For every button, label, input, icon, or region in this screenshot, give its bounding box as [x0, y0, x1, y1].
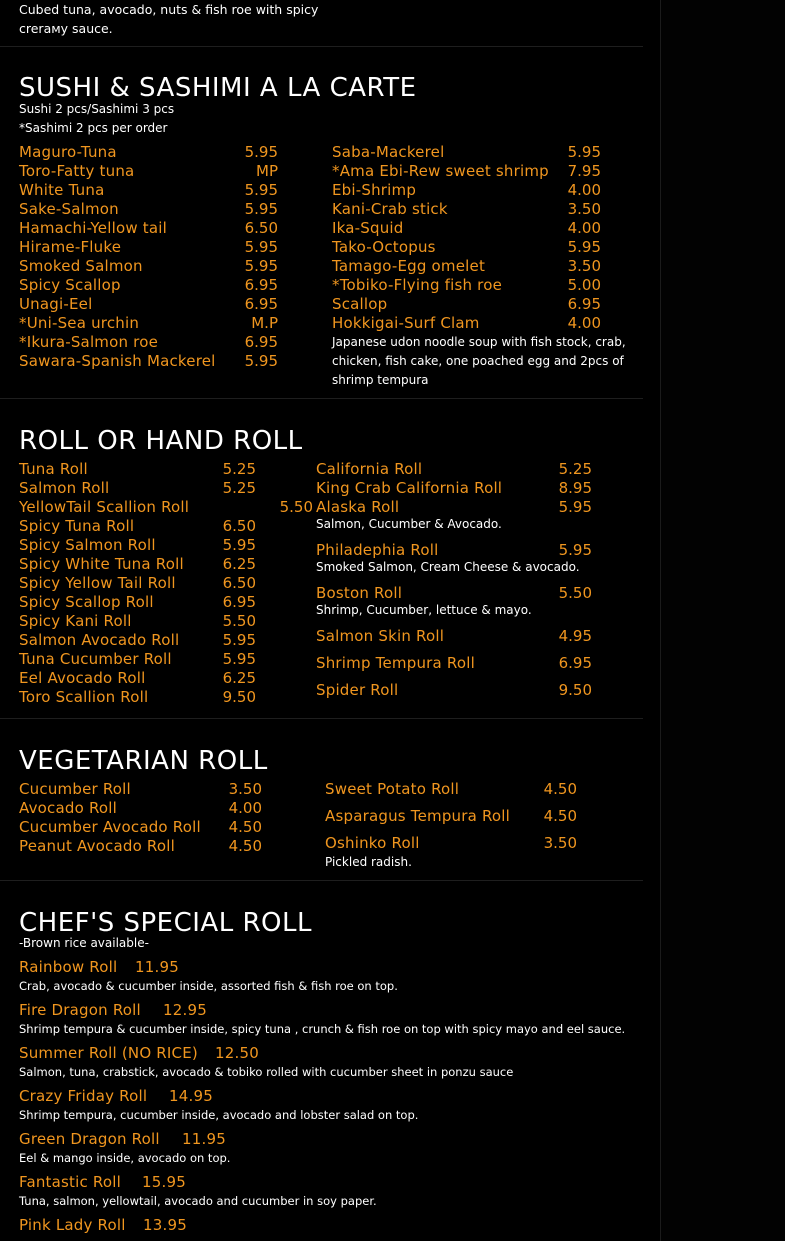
menu-item-name: Philadephia Roll: [316, 541, 439, 559]
menu-item-name: Tamago-Egg omelet: [332, 257, 486, 275]
menu-item-price: 6.25: [222, 555, 256, 573]
menu-item-price: 3.50: [567, 200, 601, 218]
right-margin: [661, 0, 785, 1241]
menu-item-price: 5.25: [222, 479, 256, 497]
menu-item-price: 11.95: [135, 958, 179, 976]
menu-item-price: 5.95: [558, 498, 592, 516]
menu-item-name: Spicy Salmon Roll: [19, 536, 156, 554]
menu-item-name: Spicy Kani Roll: [19, 612, 132, 630]
menu-item-price: 6.50: [222, 574, 256, 592]
menu-item-price: 5.95: [558, 541, 592, 559]
menu-item-price: 5.25: [222, 460, 256, 478]
menu-item-desc: Crab, avocado & cucumber inside, assorted fish & fish roe on top.: [19, 979, 398, 993]
menu-item-name: *Ama Ebi-Rew sweet shrimp: [332, 162, 549, 180]
menu-item-price: 14.95: [169, 1087, 213, 1105]
menu-item-name: *Uni-Sea urchin: [19, 314, 140, 332]
top-desc-line1: Cubed tuna, avocado, nuts & fish roe with spicy: [19, 2, 319, 17]
menu-item-name: Salmon Avocado Roll: [19, 631, 180, 649]
menu-item-price: 3.50: [567, 257, 601, 275]
section-divider: [0, 880, 643, 881]
menu-item-price: 5.95: [244, 238, 278, 256]
menu-item-desc: Salmon, Cucumber & Avocado.: [316, 517, 502, 531]
menu-item-name: YellowTail Scallion Roll: [19, 498, 190, 516]
menu-item-name: Ebi-Shrimp: [332, 181, 417, 199]
menu-item-name: Peanut Avocado Roll: [19, 837, 175, 855]
menu-item-name: Hirame-Fluke: [19, 238, 122, 256]
menu-item-name: Tako-Octopus: [332, 238, 436, 256]
udon-desc-line1: Japanese udon noodle soup with fish stock, crab,: [332, 335, 626, 349]
menu-item-name: Avocado Roll: [19, 799, 118, 817]
menu-item-desc: Pickled radish.: [325, 855, 412, 869]
menu-item-name: Summer Roll (NO RICE): [19, 1044, 198, 1062]
menu-item-price: 8.95: [558, 479, 592, 497]
menu-item-name: Alaska Roll: [316, 498, 400, 516]
menu-item-price: 5.95: [244, 257, 278, 275]
sashimi-note: *Sashimi 2 pcs per order: [19, 121, 168, 135]
menu-item-name: Pink Lady Roll: [19, 1216, 126, 1234]
section-divider: [0, 46, 643, 47]
menu-item-name: Oshinko Roll: [325, 834, 420, 852]
menu-item-name: Scallop: [332, 295, 388, 313]
menu-item-price: 4.00: [567, 181, 601, 199]
menu-item-desc: Shrimp tempura & cucumber inside, spicy tuna , crunch & fish roe on top with spicy mayo and eel sauce.: [19, 1022, 626, 1036]
menu-item-price: 4.50: [543, 780, 577, 798]
menu-item-name: White Tuna: [19, 181, 105, 199]
menu-item-name: Spider Roll: [316, 681, 399, 699]
menu-item-price: 6.95: [222, 593, 256, 611]
menu-item-name: Eel Avocado Roll: [19, 669, 146, 687]
udon-desc-line2: chicken, fish cake, one poached egg and 2pcs of: [332, 354, 624, 368]
menu-item-price: 4.00: [567, 314, 601, 332]
brown-rice-note: -Brown rice available-: [19, 936, 149, 950]
menu-item-name: Tuna Cucumber Roll: [19, 650, 172, 668]
menu-item-name: Kani-Crab stick: [332, 200, 448, 218]
menu-item-price: 5.25: [558, 460, 592, 478]
menu-item-name: Toro-Fatty tuna: [19, 162, 135, 180]
menu-item-desc: Shrimp tempura, cucumber inside, avocado and lobster salad on top.: [19, 1108, 419, 1122]
menu-item-desc: Smoked Salmon, Cream Cheese & avocado.: [316, 560, 580, 574]
menu-item-price: 13.95: [143, 1216, 187, 1234]
menu-item-name: Cucumber Avocado Roll: [19, 818, 201, 836]
menu-item-price: 6.95: [244, 276, 278, 294]
menu-item-price: 15.95: [142, 1173, 186, 1191]
menu-item-price: 5.95: [222, 650, 256, 668]
menu-item-name: Salmon Roll: [19, 479, 110, 497]
menu-item-price: 5.95: [244, 352, 278, 370]
menu-item-name: Smoked Salmon: [19, 257, 143, 275]
menu-item-name: Hokkigai-Surf Clam: [332, 314, 480, 332]
menu-item-price: 6.50: [244, 219, 278, 237]
menu-item-name: Boston Roll: [316, 584, 403, 602]
menu-item-price: 4.50: [228, 837, 262, 855]
menu-item-price: 12.95: [163, 1001, 207, 1019]
menu-item-name: Spicy Scallop: [19, 276, 121, 294]
menu-item-price: 4.50: [543, 807, 577, 825]
menu-item-price: 5.95: [567, 143, 601, 161]
menu-item-name: Hamachi-Yellow tail: [19, 219, 167, 237]
menu-item-name: King Crab California Roll: [316, 479, 503, 497]
section-divider: [0, 398, 643, 399]
menu-item-price: 6.95: [567, 295, 601, 313]
menu-item-price: 6.25: [222, 669, 256, 687]
menu-item-price: 5.00: [567, 276, 601, 294]
menu-item-name: Toro Scallion Roll: [19, 688, 149, 706]
menu-item-price: 5.50: [222, 612, 256, 630]
menu-item-name: Fire Dragon Roll: [19, 1001, 141, 1019]
menu-item-price: 9.50: [222, 688, 256, 706]
sushi-section-title: SUSHI & SASHIMI A LA CARTE: [19, 73, 417, 103]
menu-item-price: 5.95: [244, 181, 278, 199]
menu-item-name: *Ikura-Salmon roe: [19, 333, 159, 351]
menu-item-price: 4.00: [567, 219, 601, 237]
menu-item-price: MP: [256, 162, 278, 180]
menu-item-name: Spicy Yellow Tail Roll: [19, 574, 176, 592]
menu-item-desc: Salmon, tuna, crabstick, avocado & tobiko rolled with cucumber sheet in ponzu sauce: [19, 1065, 514, 1079]
menu-item-price: 9.50: [558, 681, 592, 699]
menu-item-price: 7.95: [567, 162, 601, 180]
menu-item-name: Fantastic Roll: [19, 1173, 121, 1191]
menu-item-desc: Shrimp, Cucumber, lettuce & mayo.: [316, 603, 532, 617]
menu-item-name: Ika-Squid: [332, 219, 404, 237]
menu-item-price: 12.50: [215, 1044, 259, 1062]
menu-item-price: 11.95: [182, 1130, 226, 1148]
menu-item-price: 5.95: [244, 143, 278, 161]
menu-item-name: Sweet Potato Roll: [325, 780, 460, 798]
menu-item-name: Rainbow Roll: [19, 958, 118, 976]
menu-item-price: 6.50: [222, 517, 256, 535]
menu-item-price: 5.95: [567, 238, 601, 256]
menu-item-name: Spicy White Tuna Roll: [19, 555, 184, 573]
menu-item-name: Salmon Skin Roll: [316, 627, 445, 645]
menu-item-name: Spicy Scallop Roll: [19, 593, 154, 611]
menu-item-name: California Roll: [316, 460, 423, 478]
menu-item-price: M.P: [251, 314, 278, 332]
menu-item-price: 5.95: [244, 200, 278, 218]
menu-item-desc: Eel & mango inside, avocado on top.: [19, 1151, 231, 1165]
menu-item-price: 4.95: [558, 627, 592, 645]
menu-item-name: Unagi-Eel: [19, 295, 93, 313]
menu-item-price: 4.00: [228, 799, 262, 817]
menu-item-price: 4.50: [228, 818, 262, 836]
roll-section-title: ROLL OR HAND ROLL: [19, 426, 303, 456]
menu-item-price: 3.50: [228, 780, 262, 798]
menu-item-desc: Tuna, salmon, yellowtail, avocado and cucumber in soy paper.: [19, 1194, 377, 1208]
udon-desc-line3: shrimp tempura: [332, 373, 429, 387]
menu-item-price: 6.95: [558, 654, 592, 672]
menu-item-price: 5.50: [279, 498, 313, 516]
menu-item-price: 5.95: [222, 536, 256, 554]
menu-item-price: 6.95: [244, 333, 278, 351]
menu-item-name: Sawara-Spanish Mackerel: [19, 352, 216, 370]
menu-item-name: Green Dragon Roll: [19, 1130, 160, 1148]
chef-section-title: CHEF'S SPECIAL ROLL: [19, 908, 312, 938]
menu-item-price: 5.50: [558, 584, 592, 602]
menu-item-name: Asparagus Tempura Roll: [325, 807, 511, 825]
top-desc-line2: crerамy sauce.: [19, 21, 113, 36]
menu-item-name: Spicy Tuna Roll: [19, 517, 135, 535]
veg-section-title: VEGETARIAN ROLL: [19, 746, 268, 776]
section-divider: [0, 718, 643, 719]
menu-item-name: Shrimp Tempura Roll: [316, 654, 475, 672]
menu-item-name: Maguro-Tuna: [19, 143, 117, 161]
menu-item-price: 5.95: [222, 631, 256, 649]
menu-item-price: 6.95: [244, 295, 278, 313]
menu-item-name: *Tobiko-Flying fish roe: [332, 276, 503, 294]
menu-item-name: Sake-Salmon: [19, 200, 119, 218]
menu-item-price: 3.50: [543, 834, 577, 852]
menu-item-name: Cucumber Roll: [19, 780, 131, 798]
menu-item-name: Crazy Friday Roll: [19, 1087, 148, 1105]
menu-item-name: Saba-Mackerel: [332, 143, 445, 161]
sushi-note-pieces: Sushi 2 pcs/Sashimi 3 pcs: [19, 102, 175, 116]
menu-item-name: Tuna Roll: [19, 460, 88, 478]
